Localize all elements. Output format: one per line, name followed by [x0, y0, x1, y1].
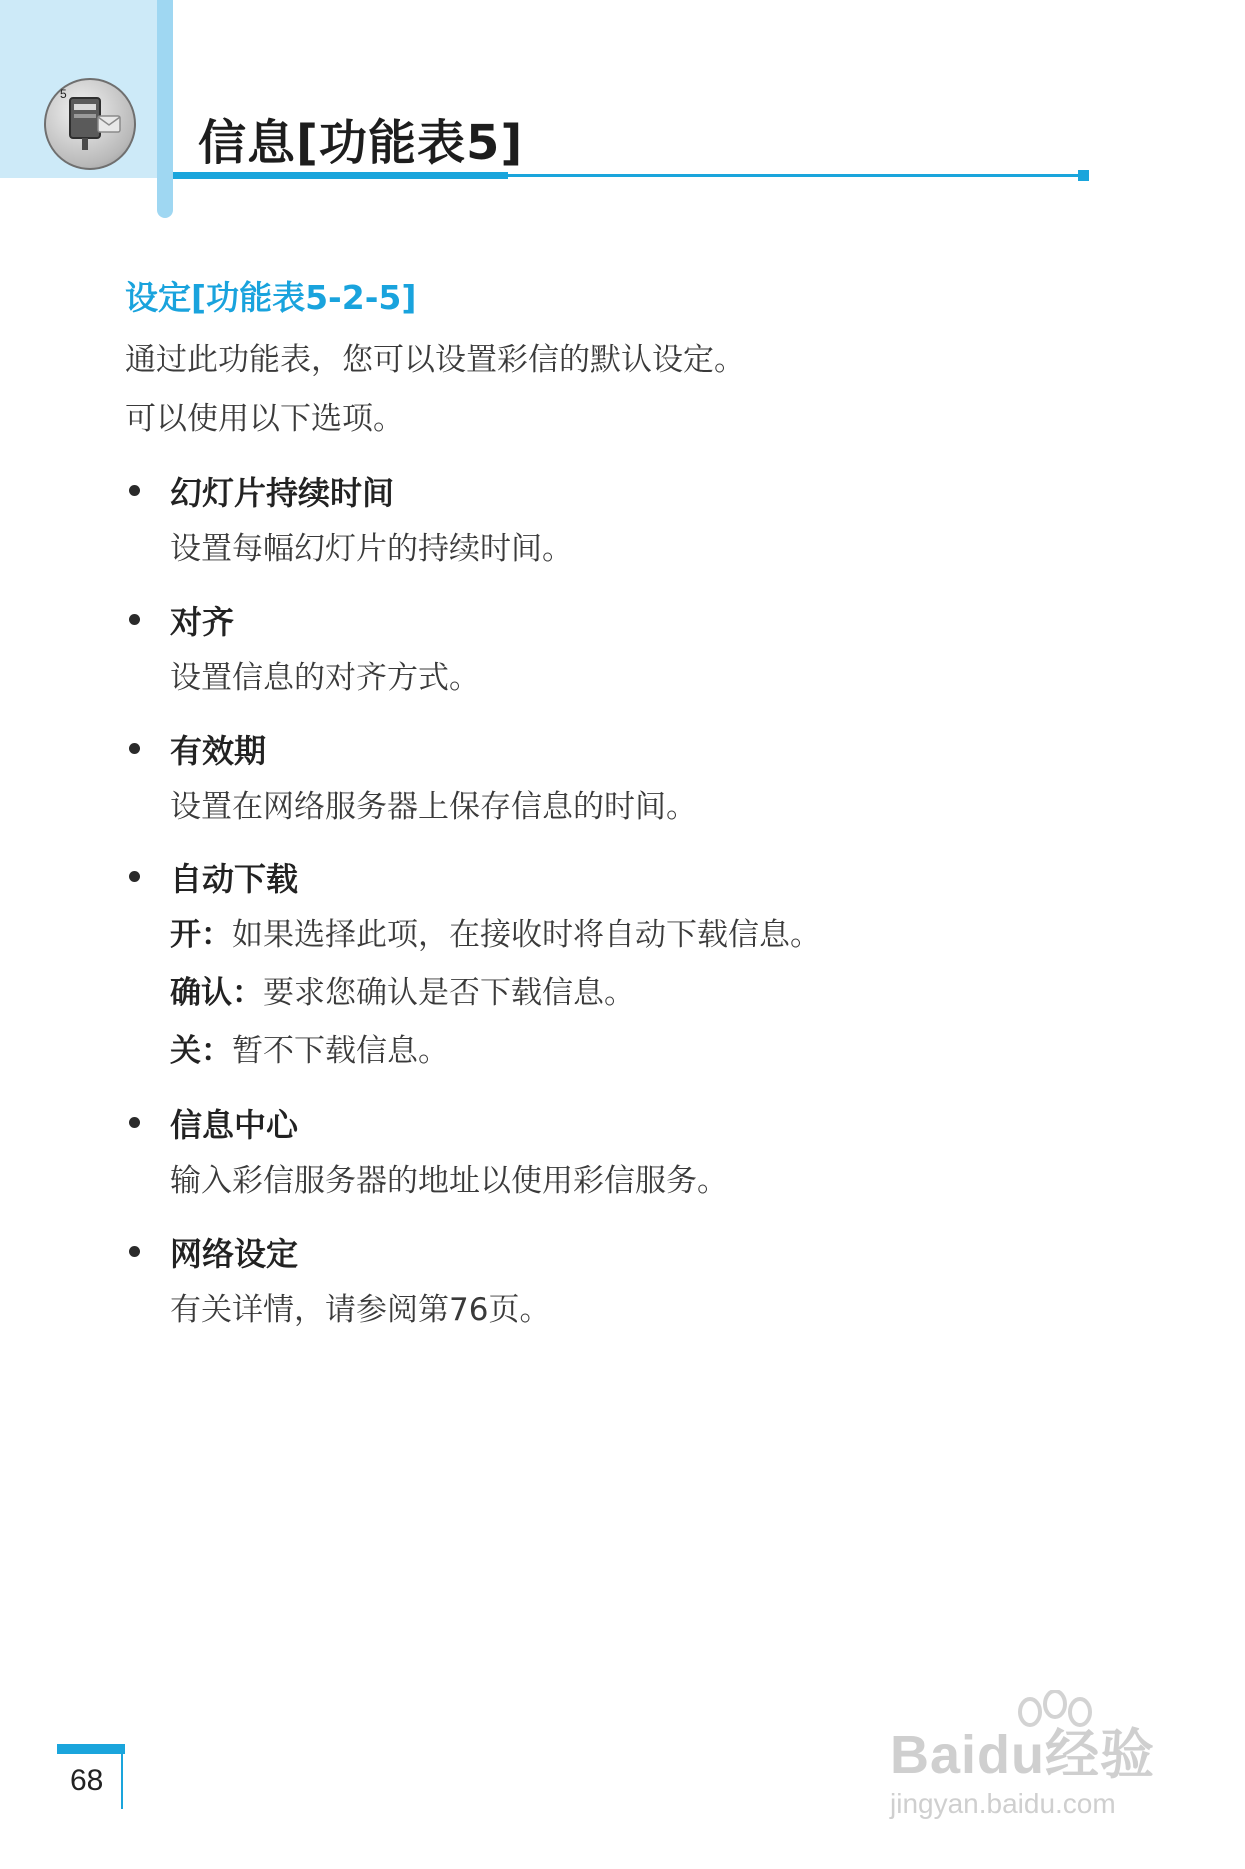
bullet-icon	[129, 1246, 140, 1257]
header-rule-end	[1078, 170, 1089, 181]
watermark-main: Baidu经验	[890, 1725, 1156, 1785]
header-rule-thick	[173, 172, 508, 179]
option-term: 确认：	[170, 975, 263, 1011]
bullet-icon	[129, 1117, 140, 1128]
option-text: 要求您确认是否下载信息。	[263, 975, 635, 1011]
page-number-bar	[57, 1744, 125, 1754]
svg-text:5: 5	[60, 87, 67, 101]
page-title: 信息[功能表5]	[198, 115, 524, 171]
mailbox-icon	[44, 78, 136, 170]
option-text: 如果选择此项，在接收时将自动下载信息。	[232, 917, 821, 953]
bullet-icon	[129, 743, 140, 754]
item-description: 设置信息的对齐方式。	[170, 660, 480, 696]
page-number-divider	[121, 1754, 123, 1809]
item-description: 设置每幅幻灯片的持续时间。	[170, 531, 573, 567]
auto-download-option	[170, 967, 635, 1012]
item-description: 输入彩信服务器的地址以使用彩信服务。	[170, 1163, 728, 1199]
bullet-icon	[129, 871, 140, 882]
item-title: 自动下载	[170, 860, 299, 898]
option-term: 开：	[170, 917, 232, 953]
watermark	[880, 1700, 1200, 1830]
page-number: 68	[70, 1764, 104, 1797]
auto-download-option	[170, 909, 821, 954]
intro-line: 可以使用以下选项。	[125, 401, 404, 437]
intro-line: 通过此功能表，您可以设置彩信的默认设定。	[125, 342, 745, 378]
item-description: 有关详情，请参阅第76页。	[170, 1292, 551, 1328]
option-text: 暂不下载信息。	[232, 1033, 449, 1069]
item-title: 网络设定	[170, 1235, 299, 1273]
section-heading: 设定[功能表5-2-5]	[125, 278, 417, 317]
item-description: 设置在网络服务器上保存信息的时间。	[170, 789, 697, 825]
item-title: 信息中心	[170, 1106, 299, 1144]
header-rule-thin	[508, 174, 1088, 177]
item-title: 对齐	[170, 603, 235, 641]
corner-accent-bar	[157, 0, 173, 218]
option-term: 关：	[170, 1033, 232, 1069]
bullet-icon	[129, 485, 140, 496]
bullet-icon	[129, 614, 140, 625]
watermark-sub: jingyan.baidu.com	[890, 1788, 1116, 1819]
item-title: 有效期	[170, 732, 267, 770]
item-title: 幻灯片持续时间	[170, 474, 395, 512]
auto-download-option	[170, 1025, 449, 1070]
